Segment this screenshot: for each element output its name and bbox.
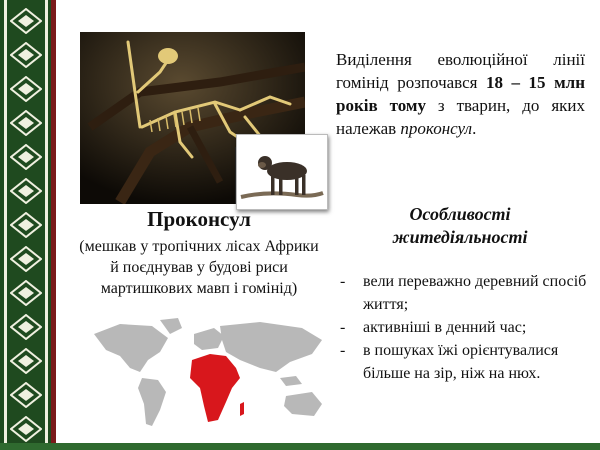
- species-note: (мешкав у тропічних лісах Африки й поєднував у будові риси мартишкових мавп і гомінід): [79, 238, 319, 297]
- intro-species-term: проконсул: [400, 119, 473, 138]
- intro-text-start: Виділення еволюційної лінії гомінід розпочався: [336, 50, 585, 92]
- list-item: [336, 339, 596, 385]
- list-bullet: -: [340, 273, 346, 290]
- list-bullet: -: [340, 319, 346, 336]
- traits-heading: Особливості житедіяльності: [392, 204, 528, 247]
- list-item-text: в пошуках їжі орієнтувалися більше на зір, ніж на нюх.: [363, 342, 559, 382]
- list-item: [336, 316, 596, 339]
- intro-date-range: 18 – 15 млн років тому: [336, 73, 585, 115]
- bottom-border-stripe: [0, 443, 600, 450]
- intro-text-end: .: [472, 119, 477, 138]
- list-item-text: вели переважно деревний спосіб життя;: [363, 273, 587, 313]
- list-item: [336, 270, 596, 316]
- monkey-illustration: [236, 134, 328, 210]
- world-map: [90, 316, 330, 436]
- list-bullet: -: [340, 342, 346, 359]
- species-name: Проконсул: [147, 207, 251, 231]
- list-item-text: активніші в денний час;: [363, 319, 527, 336]
- intro-paragraph: [336, 48, 585, 140]
- intro-text-middle: з тварин, до яких належав: [336, 96, 585, 138]
- africa-highlight: [190, 354, 240, 422]
- embroidery-border: [0, 0, 56, 450]
- traits-list: [336, 270, 596, 385]
